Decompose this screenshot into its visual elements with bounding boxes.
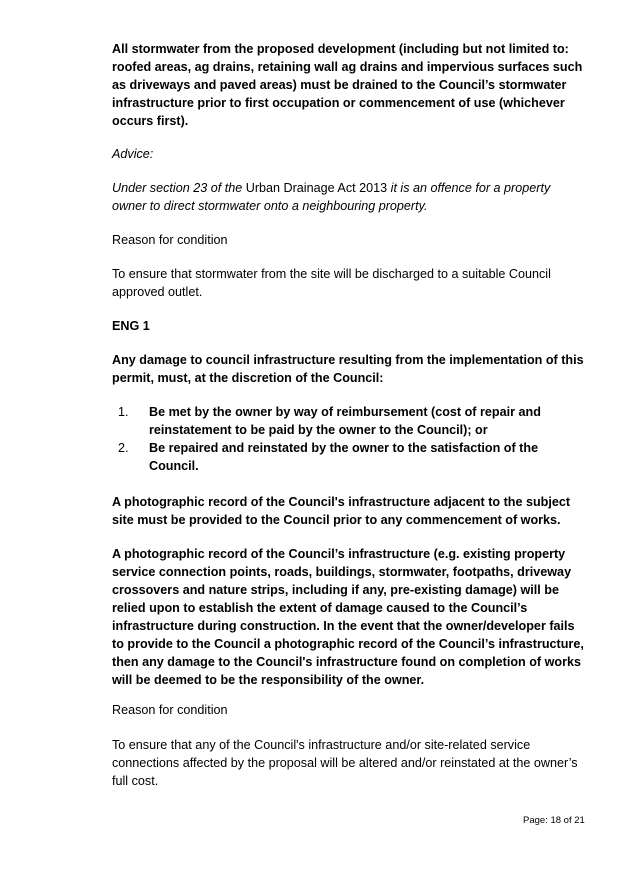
advice-label: Advice:: [112, 147, 154, 161]
list-item-1-number: 1.: [118, 405, 129, 419]
list-item-2-text: Be repaired and reinstated by the owner to the satisfaction of the Council.: [149, 441, 539, 473]
reason-label-1: Reason for condition: [112, 233, 228, 247]
reason-text-2: To ensure that any of the Council's infrastructure and/or site-related service connections affected by the proposal will be altered and/or reinstated at the owner’s full cost.: [112, 738, 578, 788]
damage-paragraph: Any damage to council infrastructure resulting from the implementation of this permit, must, at the discretion of the Council:: [112, 353, 584, 385]
eng1-heading: ENG 1: [112, 319, 150, 333]
photographic-record-paragraph-1: A photographic record of the Council's infrastructure adjacent to the subject site must be provided to the Council prior to any commencement of works.: [112, 495, 571, 527]
reason-label-2: Reason for condition: [112, 703, 228, 717]
list-item-2-number: 2.: [118, 441, 129, 455]
list-item-1-text: Be met by the owner by way of reimbursement (cost of repair and reinstatement to be paid by the owner to the Council); or: [149, 405, 541, 437]
urban-drainage-act-name: Urban Drainage Act 2013: [245, 181, 388, 195]
advice-paragraph: [112, 179, 584, 215]
advice-text-start: Under section 23 of the: [112, 181, 243, 195]
photographic-record-paragraph-2: A photographic record of the Council’s infrastructure (e.g. existing property service connection points, roads, buildings, stormwater, footpaths, driveway crossovers and nature strips, including if any, pre-existing damage) will be relied upon to establish the extent of damage caused to the Council’s infrastructure during construction. In the event that the owner/developer fails to provide to the Council a photographic record of the Council’s infrastructure, then any damage to the Council's infrastructure found on completion of works will be deemed to be the responsibility of the owner.: [112, 547, 584, 687]
stormwater-condition-paragraph: All stormwater from the proposed development (including but not limited to: roofed areas, ag drains, retaining wall ag drains and impervious surfaces such as driveways and paved areas) must be drained to the Council’s stormwater infrastructure prior to first occupation or commencement of use (whichever occurs first).: [112, 42, 583, 128]
reason-text-1: To ensure that stormwater from the site will be discharged to a suitable Council approved outlet.: [112, 267, 551, 299]
page-number: Page: 18 of 21: [523, 815, 585, 826]
advice-text-end: it is an offence for a property owner to direct stormwater onto a neighbouring property.: [112, 181, 551, 213]
